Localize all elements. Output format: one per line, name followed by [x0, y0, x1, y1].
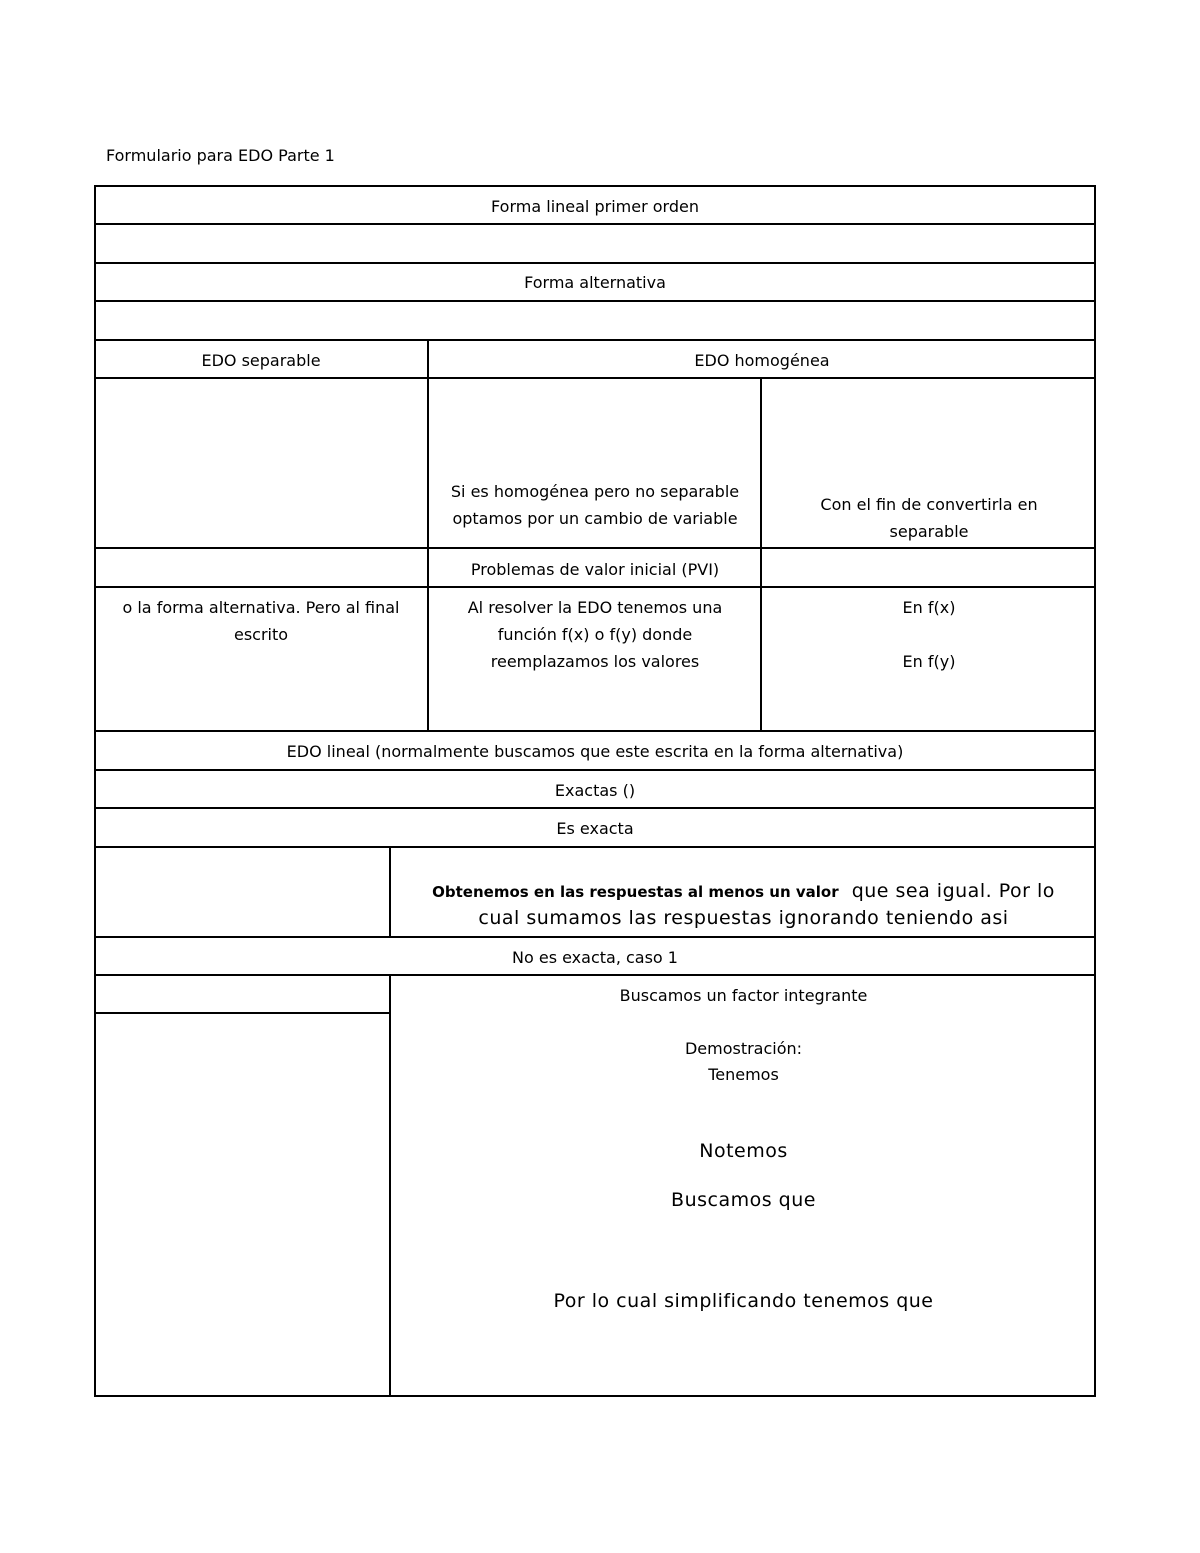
- note-line: Con el fin de convertirla en: [820, 495, 1038, 514]
- pvi-line: En f(y): [902, 652, 956, 671]
- exact-line-end: que sea igual. Por lo: [851, 880, 1055, 902]
- row-divider: [94, 339, 1096, 341]
- row-divider: [94, 730, 1096, 732]
- notemos-text: Notemos: [699, 1140, 788, 1162]
- integrating-factor-text: Buscamos un factor integrante: [619, 986, 868, 1005]
- demonstration-block: [391, 1036, 1096, 1088]
- buscamos-que-text: Buscamos que: [671, 1189, 816, 1211]
- col-divider: [760, 377, 762, 730]
- demo-tenemos: Tenemos: [708, 1065, 779, 1084]
- exact-line: cual sumamos las respuestas ignorando teniendo asi: [478, 907, 1009, 929]
- row-divider: [94, 936, 1096, 938]
- homogeneous-note-left: [428, 478, 762, 532]
- exact-heading: Exactas (): [554, 781, 636, 800]
- row-divider: [94, 846, 1096, 848]
- separable-heading: EDO separable: [201, 351, 321, 370]
- demo-label: Demostración:: [684, 1039, 803, 1058]
- exact-line: [391, 878, 1096, 905]
- page-title: Formulario para EDO Parte 1: [106, 146, 335, 165]
- row-divider: [94, 300, 1096, 302]
- pvi-line: o la forma alternativa. Pero al final: [122, 598, 400, 617]
- row-divider: [94, 262, 1096, 264]
- note-line: optamos por un cambio de variable: [452, 509, 738, 528]
- linear-form-heading: Forma lineal primer orden: [491, 197, 699, 216]
- pvi-line: escrito: [233, 625, 289, 644]
- exact-explanation: [391, 878, 1096, 931]
- pvi-col3: [762, 594, 1096, 675]
- pvi-line: función f(x) o f(y) donde: [497, 625, 693, 644]
- row-divider: [94, 223, 1096, 225]
- pvi-col2: [428, 594, 762, 675]
- exact-line-start: Obtenemos en las respuestas al menos un valor: [432, 883, 839, 901]
- pvi-col1: [96, 594, 426, 648]
- pvi-line: En f(x): [902, 598, 956, 617]
- row-divider: [94, 547, 1096, 549]
- alternative-form-heading: Forma alternativa: [524, 273, 666, 292]
- row-divider: [94, 1012, 391, 1014]
- homogeneous-note-right: [762, 491, 1096, 545]
- row-divider: [94, 769, 1096, 771]
- homogeneous-heading: EDO homogénea: [694, 351, 830, 370]
- row-divider: [94, 586, 1096, 588]
- simplificando-text: Por lo cual simplificando tenemos que: [553, 1290, 934, 1312]
- pvi-line: Al resolver la EDO tenemos una: [467, 598, 723, 617]
- pvi-heading: Problemas de valor inicial (PVI): [470, 560, 720, 579]
- is-exact-heading: Es exacta: [556, 819, 634, 838]
- not-exact-heading: No es exacta, caso 1: [512, 948, 678, 967]
- row-divider: [94, 974, 1096, 976]
- note-line: separable: [889, 522, 969, 541]
- pvi-line: reemplazamos los valores: [490, 652, 700, 671]
- note-line: Si es homogénea pero no separable: [450, 482, 740, 501]
- row-divider: [94, 807, 1096, 809]
- row-divider: [94, 377, 1096, 379]
- linear-edo-heading: EDO lineal (normalmente buscamos que este escrita en la forma alternativa): [286, 742, 904, 761]
